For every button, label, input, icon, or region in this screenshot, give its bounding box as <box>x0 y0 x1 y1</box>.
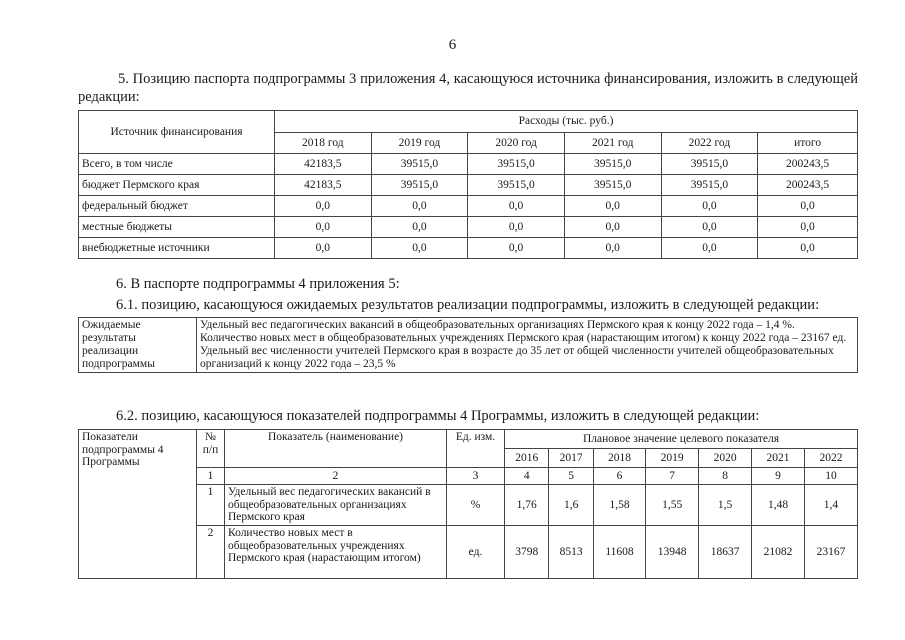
num-header: № п/п <box>197 430 225 468</box>
row-label: внебюджетные источники <box>79 238 275 259</box>
financing-table <box>78 110 858 259</box>
cell-value: 0,0 <box>468 196 565 217</box>
page-number: 6 <box>448 37 457 53</box>
cell-value: 0,0 <box>371 196 468 217</box>
column-number: 9 <box>752 468 805 485</box>
year-header: 2018 <box>593 449 645 468</box>
year-header: 2022 <box>804 449 857 468</box>
expected-results-text <box>197 318 858 373</box>
cell-value: 39515,0 <box>468 175 565 196</box>
plan-header: Плановое значение целевого показателя <box>505 430 858 449</box>
cell-value: 0,0 <box>275 217 372 238</box>
table-row <box>79 217 858 238</box>
expected-result-1: Удельный вес педагогических вакансий в общеобразовательных организациях Пермского края к концу 2022 года – 1,4 %. <box>200 319 795 331</box>
column-number: 4 <box>505 468 549 485</box>
plan-value: 1,55 <box>646 485 699 526</box>
cell-value: 0,0 <box>564 238 661 259</box>
total-header: итого <box>758 132 858 154</box>
column-number: 2 <box>225 468 447 485</box>
cell-value: 0,0 <box>758 196 858 217</box>
cell-value: 0,0 <box>275 238 372 259</box>
cell-value: 39515,0 <box>661 175 758 196</box>
column-number: 1 <box>197 468 225 485</box>
table-header-row <box>79 111 858 133</box>
year-header: 2020 <box>699 449 752 468</box>
plan-value: 23167 <box>804 526 857 579</box>
year-header: 2017 <box>549 449 593 468</box>
plan-value: 11608 <box>593 526 645 579</box>
table-row <box>79 175 858 196</box>
cell-value: 0,0 <box>275 196 372 217</box>
cell-value: 0,0 <box>661 238 758 259</box>
cell-value: 42183,5 <box>275 175 372 196</box>
row-label: местные бюджеты <box>79 217 275 238</box>
cell-value: 39515,0 <box>661 154 758 175</box>
table-row <box>79 196 858 217</box>
paragraph-6-1: 6.1. позицию, касающуюся ожидаемых результатов реализации подпрограммы, изложить в следующей редакции: <box>116 297 820 313</box>
source-header: Источник финансирования <box>79 111 275 154</box>
cell-value: 39515,0 <box>371 175 468 196</box>
cell-value: 39515,0 <box>371 154 468 175</box>
expected-result-3: Удельный вес численности учителей Пермского края в возрасте до 35 лет от общей численности учителей общеобразовательных организаций к концу 2022 года – 23,5 % <box>200 345 834 370</box>
indicator-name: Количество новых мест в общеобразовательных учреждениях Пермского края (нарастающим итогом) <box>225 526 447 579</box>
plan-value: 1,5 <box>699 485 752 526</box>
cell-value: 39515,0 <box>468 154 565 175</box>
expected-results-table <box>78 317 858 373</box>
cell-value: 0,0 <box>564 217 661 238</box>
year-header: 2021 <box>752 449 805 468</box>
cell-value: 39515,0 <box>564 175 661 196</box>
expected-result-2: Количество новых мест в общеобразовательных учреждениях Пермского края (нарастающим итогом) к концу 2022 года – 23167 ед. <box>200 332 847 344</box>
table-row <box>79 318 858 373</box>
plan-value: 1,58 <box>593 485 645 526</box>
plan-value: 1,48 <box>752 485 805 526</box>
cell-value: 200243,5 <box>758 154 858 175</box>
table-row <box>79 154 858 175</box>
expenses-header: Расходы (тыс. руб.) <box>275 111 858 133</box>
plan-value: 8513 <box>549 526 593 579</box>
row-label: Всего, в том числе <box>79 154 275 175</box>
column-number: 8 <box>699 468 752 485</box>
column-number: 5 <box>549 468 593 485</box>
cell-value: 0,0 <box>661 217 758 238</box>
table-row <box>79 238 858 259</box>
name-header: Показатель (наименование) <box>225 430 447 468</box>
cell-value: 0,0 <box>371 238 468 259</box>
paragraph-6: 6. В паспорте подпрограммы 4 приложения 5: <box>116 276 400 292</box>
expected-results-label: Ожидаемые результаты реализации подпрограммы <box>79 318 197 373</box>
cell-value: 0,0 <box>371 217 468 238</box>
indicators-label: Показатели подпрограммы 4 Программы <box>79 430 197 579</box>
column-number: 7 <box>646 468 699 485</box>
header-row <box>79 430 858 449</box>
unit: ед. <box>447 526 505 579</box>
column-number: 10 <box>804 468 857 485</box>
cell-value: 0,0 <box>468 238 565 259</box>
row-label: бюджет Пермского края <box>79 175 275 196</box>
unit-header: Ед. изм. <box>447 430 505 468</box>
plan-value: 1,4 <box>804 485 857 526</box>
cell-value: 42183,5 <box>275 154 372 175</box>
cell-value: 39515,0 <box>564 154 661 175</box>
row-number: 1 <box>197 485 225 526</box>
plan-value: 13948 <box>646 526 699 579</box>
indicator-name: Удельный вес педагогических вакансий в общеобразовательных организациях Пермского края <box>225 485 447 526</box>
plan-value: 1,76 <box>505 485 549 526</box>
cell-value: 0,0 <box>758 238 858 259</box>
row-label: федеральный бюджет <box>79 196 275 217</box>
cell-value: 0,0 <box>661 196 758 217</box>
column-number: 3 <box>447 468 505 485</box>
cell-value: 200243,5 <box>758 175 858 196</box>
cell-value: 0,0 <box>758 217 858 238</box>
plan-value: 1,6 <box>549 485 593 526</box>
plan-value: 3798 <box>505 526 549 579</box>
year-header: 2016 <box>505 449 549 468</box>
year-header: 2019 <box>646 449 699 468</box>
year-header: 2020 год <box>468 132 565 154</box>
indicators-table <box>78 429 858 579</box>
cell-value: 0,0 <box>564 196 661 217</box>
row-number: 2 <box>197 526 225 579</box>
year-header: 2019 год <box>371 132 468 154</box>
paragraph-6-2: 6.2. позицию, касающуюся показателей подпрограммы 4 Программы, изложить в следующей редакции: <box>116 408 760 424</box>
plan-value: 18637 <box>699 526 752 579</box>
column-number: 6 <box>593 468 645 485</box>
year-header: 2021 год <box>564 132 661 154</box>
paragraph-5: 5. Позицию паспорта подпрограммы 3 приложения 4, касающуюся источника финансирования, изложить в следующей редакции: <box>78 71 858 105</box>
unit: % <box>447 485 505 526</box>
year-header: 2022 год <box>661 132 758 154</box>
cell-value: 0,0 <box>468 217 565 238</box>
plan-value: 21082 <box>752 526 805 579</box>
year-header: 2018 год <box>275 132 372 154</box>
